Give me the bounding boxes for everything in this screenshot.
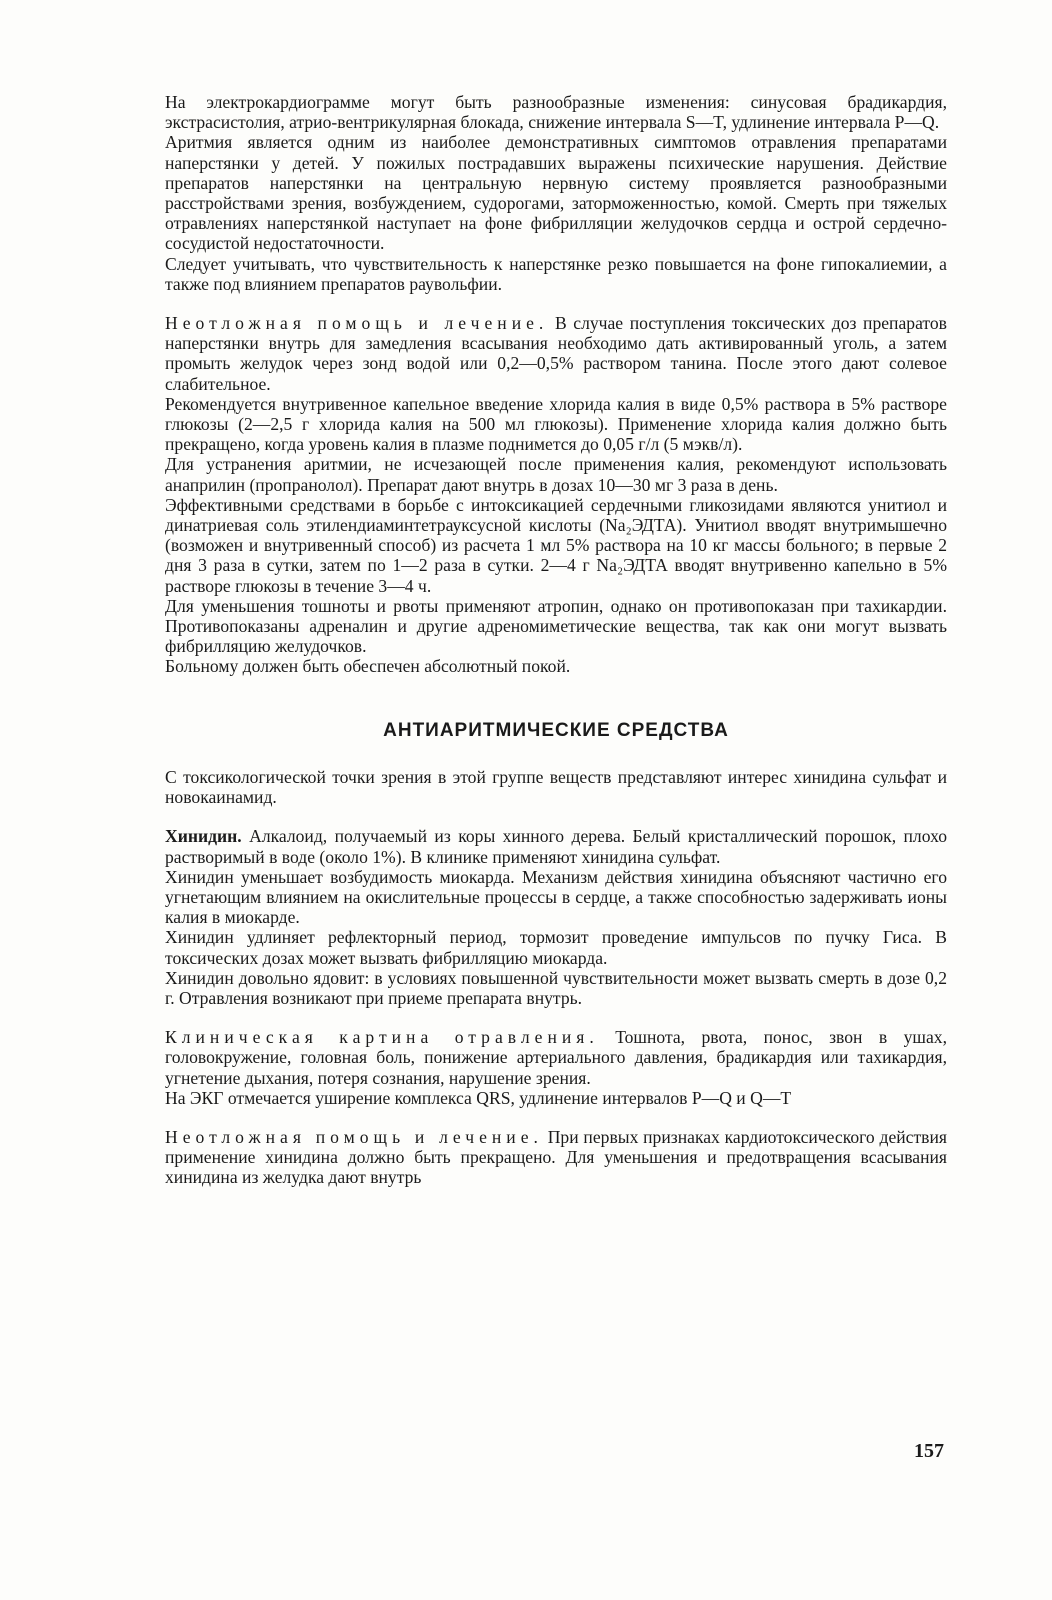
paragraph-emergency-care-1 <box>165 313 947 394</box>
subheading-emergency-care-2: Неотложная помощь и лечение. <box>165 1126 543 1147</box>
paragraph-quinidine <box>165 826 947 866</box>
paragraph-anaprilin: Для устранения аритмии, не исчезающей после применения калия, рекомендуют использовать анаприлин (пропранолол). Препарат дают внутрь в дозах 10—30 мг 3 раза в день. <box>165 454 947 495</box>
paragraph-potassium-chloride: Рекомендуется внутривенное капельное введение хлорида калия в виде 0,5% раствора в 5% растворе глюкозы (2—2,5 г хлорида калия на 500 мл глюкозы). Применение хлорида калия должно быть прекращено, когда уровень калия в плазме поднимется до 0,05 г/л (5 мэкв/л). <box>165 393 947 455</box>
paragraph-quinidine-effects: Хинидин удлиняет рефлекторный период, тормозит проведение импульсов по пучку Гиса. В токсических дозах может вызвать фибрилляцию миокарда. <box>165 927 947 968</box>
paragraph-clinical-picture <box>165 1027 947 1088</box>
clinical-picture-text: Тошнота, рвота, понос, звон в ушах, головокружение, головная боль, понижение артериального давления, брадикардия или тахикардия, угнетение дыхания, потеря сознания, нарушение зрения. <box>165 1027 947 1088</box>
paragraph-ecg-changes: На электрокардиограмме могут быть разнообразные изменения: синусовая брадикардия, экстрасистолия, атрио-вентрикулярная блокада, снижение интервала S—T, удлинение интервала P—Q. <box>165 92 947 133</box>
page-number: 157 <box>914 1440 944 1462</box>
page-body <box>165 92 947 1188</box>
paragraph-quinidine-mechanism: Хинидин уменьшает возбудимость миокарда. Механизм действия хинидина объясняют частично его угнетающим влиянием на окислительные процессы в сердце, а также способностью задерживать ионы калия в миокарде. <box>165 866 947 928</box>
paragraph-hypokalemia: Следует учитывать, что чувствительность к наперстянке резко повышается на фоне гипокалиемии, а также под влиянием препаратов раувольфии. <box>165 253 947 294</box>
paragraph-unithiol: Эффективными средствами в борьбе с интоксикацией сердечными гликозидами являются унитиол и динатриевая соль этилендиаминтетрауксусной кислоты (Na₂ЭДТА). Унитиол вводят внутримышечно (возможен и внутривенный способ) из расчета 1 мл 5% раствора на 10 кг массы больного; в первые 2 дня 3 раза в сутки, затем по 1—2 раза в сутки. 2—4 г Na₂ЭДТА вводят внутривенно капельно в 5% растворе глюкозы в течение 3—4 ч. <box>165 494 947 596</box>
paragraph-rest: Больному должен быть обеспечен абсолютный покой. <box>165 656 571 677</box>
paragraph-atropine: Для уменьшения тошноты и рвоты применяют атропин, однако он противопоказан при тахикардии. Противопоказаны адреналин и другие адреномиметические вещества, так как они могут вызвать фибрилляцию желудочков. <box>165 595 947 657</box>
term-quinidine: Хинидин. <box>165 826 242 847</box>
emergency-care-1-text: В случае поступления токсических доз препаратов наперстянки внутрь для замедления всасывания необходимо дать активированный уголь, а затем промыть желудок через зонд водой или 0,2—0,5% раствором танина. После этого дают солевое слабительное. <box>165 313 947 394</box>
paragraph-emergency-care-2 <box>165 1127 947 1188</box>
quinidine-description: Алкалоид, получаемый из коры хинного дерева. Белый кристаллический порошок, плохо растворимый в воде (около 1%). В клинике применяют хинидина сульфат. <box>165 826 947 867</box>
subheading-emergency-care-1: Неотложная помощь и лечение. <box>165 313 549 334</box>
paragraph-quinidine-toxicity: Хинидин довольно ядовит: в условиях повышенной чувствительности может вызвать смерть в дозе 0,2 г. Отравления возникают при приеме препарата внутрь. <box>165 967 947 1008</box>
subheading-clinical-picture: Клиническая картина отравления. <box>165 1027 599 1048</box>
paragraph-ecg-quinidine: На ЭКГ отмечается уширение комплекса QRS, удлинение интервалов P—Q и Q—T <box>165 1087 792 1108</box>
paragraph-section-intro: С токсикологической точки зрения в этой группе веществ представляют интерес хинидина сульфат и новокаинамид. <box>165 766 947 808</box>
emergency-care-2-text: При первых признаках кардиотоксического действия применение хинидина должно быть прекращено. Для уменьшения и предотвращения всасывания хинидина из желудка дают внутрь <box>165 1126 947 1188</box>
paragraph-arrhythmia: Аритмия является одним из наиболее демонстративных симптомов отравления препаратами наперстянки у детей. У пожилых пострадавших выражены психические нарушения. Действие препаратов наперстянки на центральную нервную систему проявляется разнообразными расстройствами зрения, возбуждением, судорогами, заторможенностью, комой. Смерть при тяжелых отравлениях наперстянкой наступает на фоне фибрилляции желудочков сердца и острой сердечно-сосудистой недостаточности. <box>165 132 947 254</box>
section-title: АНТИАРИТМИЧЕСКИЕ СРЕДСТВА <box>383 719 729 741</box>
